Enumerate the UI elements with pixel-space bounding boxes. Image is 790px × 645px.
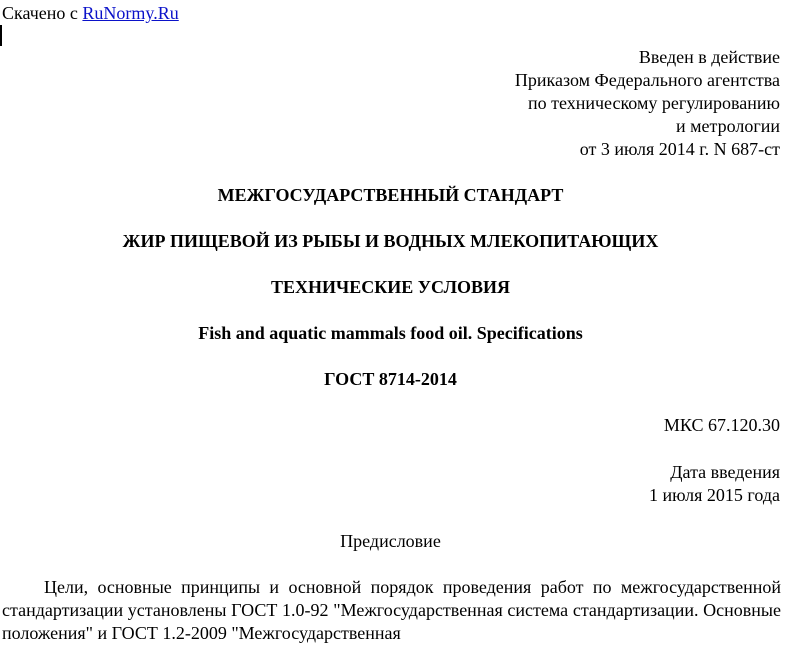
- approval-line: Введен в действие: [638, 47, 780, 67]
- approval-line: и метрологии: [676, 116, 780, 136]
- source-link[interactable]: RuNormy.Ru: [82, 3, 179, 23]
- standard-code: ГОСТ 8714-2014: [324, 369, 457, 389]
- approval-line: Приказом Федерального агентства: [514, 70, 780, 90]
- text-cursor: [0, 25, 2, 46]
- intro-date-label: Дата введения: [670, 462, 780, 482]
- standard-type-heading: МЕЖГОСУДАРСТВЕННЫЙ СТАНДАРТ: [217, 185, 564, 205]
- approval-line: по техническому регулированию: [527, 93, 780, 113]
- english-title: Fish and aquatic mammals food oil. Specifications: [198, 323, 583, 343]
- approval-line: от 3 июля 2014 г. N 687-ст: [579, 139, 780, 159]
- source-line: [2, 2, 179, 25]
- approval-block: [515, 46, 780, 161]
- document-title: ЖИР ПИЩЕВОЙ ИЗ РЫБЫ И ВОДНЫХ МЛЕКОПИТАЮЩИХ: [122, 231, 659, 251]
- preface-heading: Предисловие: [340, 531, 441, 551]
- mks-code: МКС 67.120.30: [663, 415, 780, 435]
- document-subtitle: ТЕХНИЧЕСКИЕ УСЛОВИЯ: [271, 277, 510, 297]
- intro-date-value: 1 июля 2015 года: [649, 485, 780, 505]
- source-prefix: Скачено с: [2, 3, 83, 23]
- preface-paragraph: Цели, основные принципы и основной порядок проведения работ по межгосударственной стандартизации установлены ГОСТ 1.0-92 "Межгосударственная система стандартизации. Основные положения" и ГОСТ 1.2-2009 "Межгосударственная: [2, 577, 781, 643]
